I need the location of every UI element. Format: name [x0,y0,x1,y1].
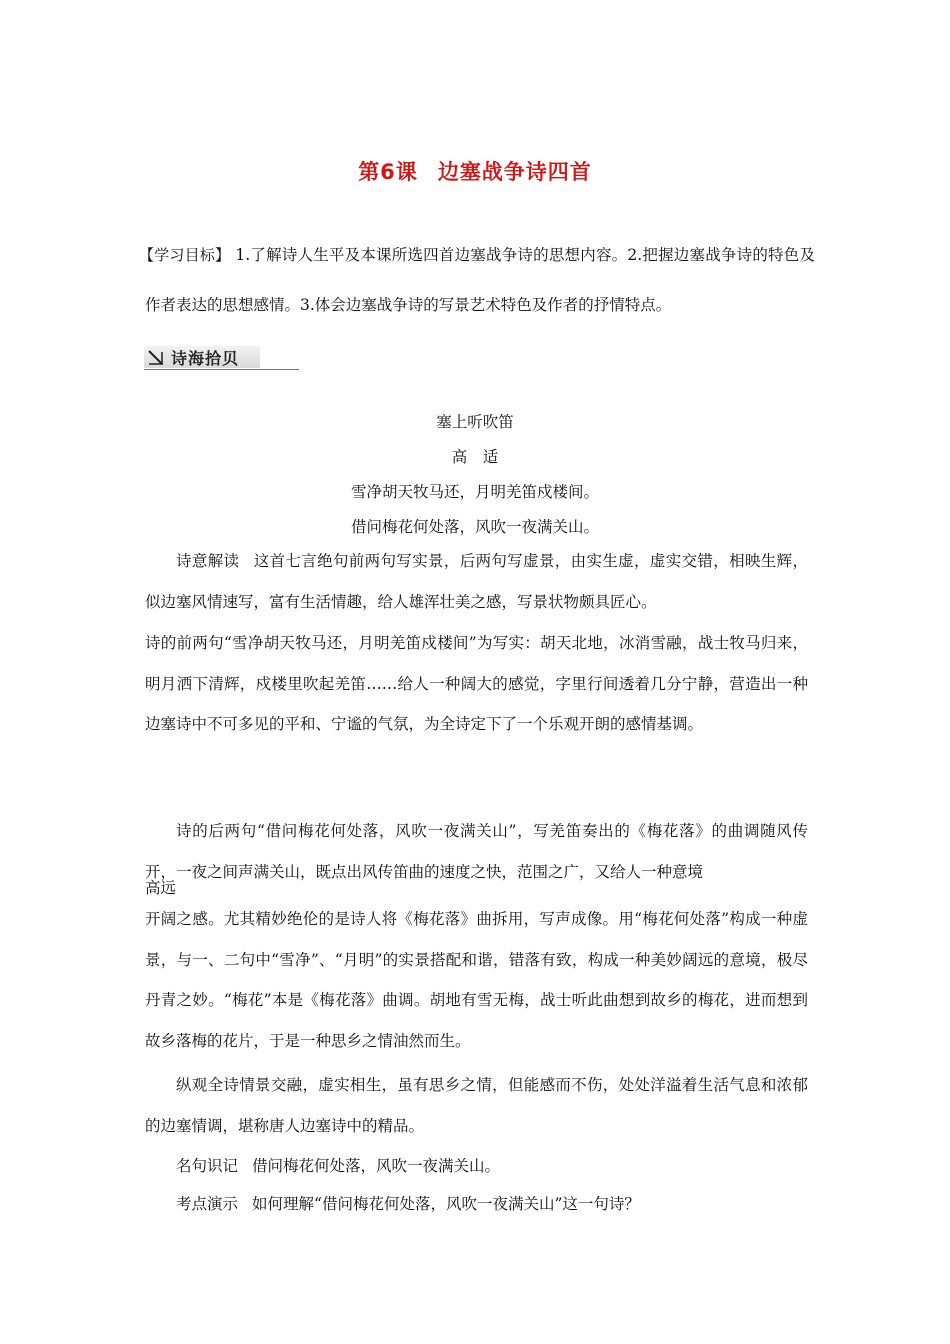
last-lines-text: 诗的后两句“借问梅花何处落，风吹一夜满关山”，写羌笛奏出的《梅花落》的曲调随风传开，一夜之间声满关山，既点出风传笛曲的速度之快，范围之广，又给人一种意境 [145,822,808,881]
paragraph-first-lines: 诗的前两句“雪净胡天牧马还，月明羌笛戍楼间”为写实：胡天北地，冰消雪融，战士牧马归来，明月洒下清辉，戍楼里吹起羌笛……给人一种阔大的感觉，字里行间透着几分宁静，营造出一种边塞诗中不可多见的平和、宁谧的气氛，为全诗定下了一个乐观开朗的感情基调。 [145,634,808,733]
diagonal-slash-icon [148,349,164,365]
objectives-text: 1.了解诗人生平及本课所选四首边塞战争诗的思想内容。2.把握边塞战争诗的特色及作者表达的思想感情。3.体会边塞战争诗的写景艺术特色及作者的抒情特点。 [145,246,815,314]
paragraph-summary: 纵观全诗情景交融，虚实相生，虽有思乡之情，但能感而不伤，处处洋溢着生活气息和浓郁的边塞情调，堪称唐人边塞诗中的精品。 [145,1076,808,1135]
learning-objectives [139,230,815,330]
poem-title: 塞上听吹笛 [436,413,514,431]
paragraph-analysis: 开阔之感。尤其精妙绝伦的是诗人将《梅花落》曲拆用，写声成像。用“梅花何处落”构成一种虚景，与一、二句中“雪净”、“月明”的实景搭配和谐，错落有致，构成一种美妙阔远的意境，极尽丹青之妙。“梅花”本是《梅花落》曲调。胡地有雪无梅，战士听此曲想到故乡的梅花，进而想到故乡落梅的花片，于是一种思乡之情油然而生。 [145,910,808,1050]
paragraph-interpretation [145,541,808,622]
poem-line-2: 借问梅花何处落，风吹一夜满关山。 [350,518,599,536]
paragraph-famous-line [145,1146,808,1187]
lesson-title [0,156,950,186]
interpretation-text: 这首七言绝句前两句写实景，后两句写虚景，由实生虚，虚实交错，相映生辉，似边塞风情速写，富有生活情趣，给人雄浑壮美之感，写景状物颇具匠心。 [145,552,808,611]
exam-point-label: 考点演示 [176,1195,239,1213]
famous-line-label: 名句识记 [176,1157,239,1175]
section-label: 诗海拾贝 [171,349,240,368]
poem-author: 高 适 [451,448,499,466]
section-header-underline [144,369,299,370]
paragraph-exam-point [145,1184,808,1225]
section-header [144,346,299,372]
poem-line-1: 雪净胡天牧马还，月明羌笛戍楼间。 [350,483,599,501]
paragraph-last-lines-tail: 高远 [145,879,177,897]
famous-line-text: 借问梅花何处落，风吹一夜满关山。 [252,1157,501,1175]
lesson-number: 第6课 [358,160,418,184]
objectives-tag: 【学习目标】 [139,246,231,264]
interpretation-label: 诗意解读 [176,552,240,570]
lesson-title-text: 边塞战争诗四首 [437,160,592,184]
exam-point-text: 如何理解“借问梅花何处落，风吹一夜满关山”这一句诗？ [252,1195,640,1213]
